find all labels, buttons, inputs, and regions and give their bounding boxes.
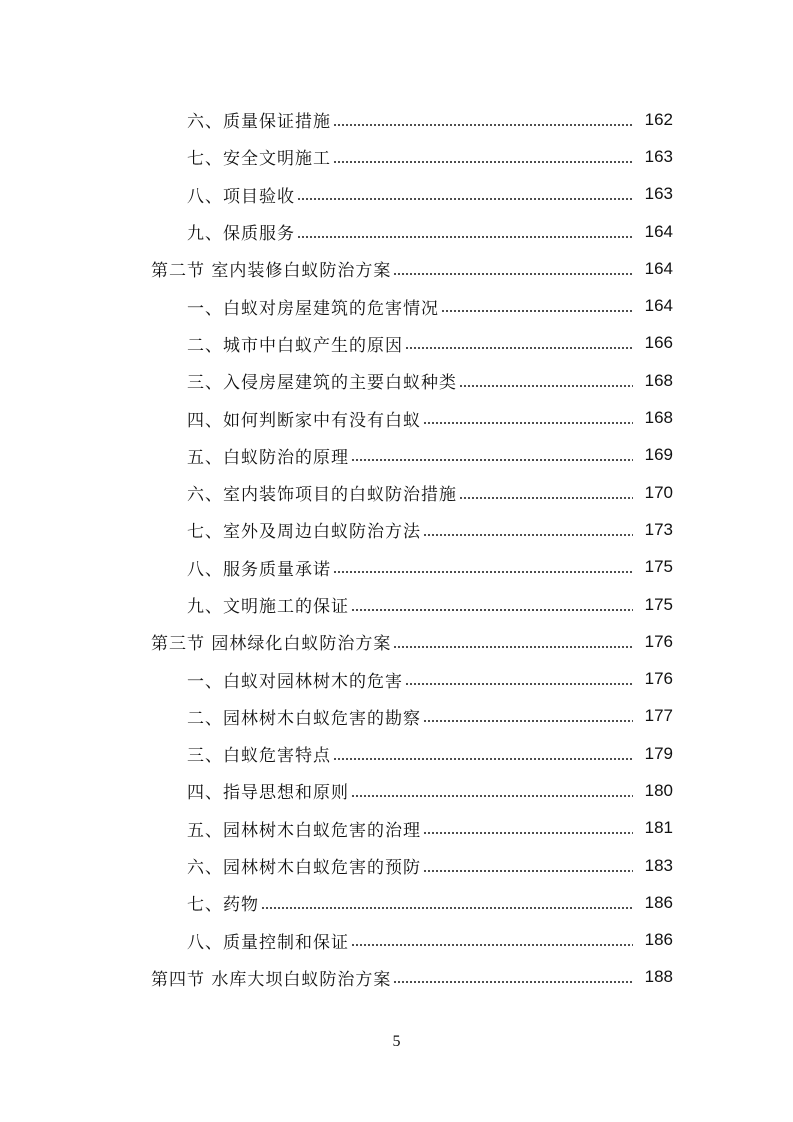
toc-entry-label: 一、白蚁对房屋建筑的危害情况: [187, 298, 439, 319]
toc-subsection-entry[interactable]: [0, 474, 793, 511]
dot-leader: [351, 933, 633, 947]
toc-entry-label: 三、入侵房屋建筑的主要白蚁种类: [187, 373, 457, 394]
dot-leader: [441, 299, 633, 313]
dot-leader: [333, 560, 633, 574]
toc-entry-page: 181: [644, 818, 673, 838]
toc-subsection-entry[interactable]: [0, 362, 793, 399]
dot-leader: [351, 598, 633, 612]
toc-subsection-entry[interactable]: [0, 101, 793, 138]
toc-entry-page: 169: [644, 445, 673, 465]
toc-entry-page: 164: [644, 296, 673, 316]
toc-entry-label: 四、如何判断家中有没有白蚁: [187, 410, 421, 431]
toc-subsection-entry[interactable]: [0, 325, 793, 362]
toc-subsection-entry[interactable]: [0, 176, 793, 213]
dot-leader: [405, 672, 633, 686]
toc-entry-label: 二、城市中白蚁产生的原因: [187, 335, 403, 356]
toc-entry-label: 八、质量控制和保证: [187, 932, 349, 953]
toc-subsection-entry[interactable]: [0, 698, 793, 735]
dot-leader: [351, 784, 633, 798]
toc-entry-label: 七、安全文明施工: [187, 149, 331, 170]
toc-entry-page: 179: [644, 743, 673, 763]
toc-entry-page: 173: [644, 519, 673, 539]
toc-entry-page: 168: [644, 408, 673, 428]
dot-leader: [423, 709, 633, 723]
dot-leader: [423, 411, 633, 425]
toc-subsection-entry[interactable]: [0, 399, 793, 436]
toc-entry-page: 183: [644, 855, 673, 875]
toc-entry-page: 168: [644, 370, 673, 390]
toc-entry-label: 第二节 室内装修白蚁防治方案: [151, 261, 392, 282]
toc-subsection-entry[interactable]: [0, 511, 793, 548]
dot-leader: [393, 635, 633, 649]
toc-entry-page: 164: [644, 221, 673, 241]
toc-entry-label: 七、药物: [187, 895, 259, 916]
toc-subsection-entry[interactable]: [0, 437, 793, 474]
toc-entry-label: 八、服务质量承诺: [187, 559, 331, 580]
toc-entry-page: 163: [644, 184, 673, 204]
dot-leader: [393, 262, 633, 276]
dot-leader: [459, 486, 633, 500]
toc-entry-page: 175: [644, 594, 673, 614]
dot-leader: [261, 896, 633, 910]
dot-leader: [393, 970, 633, 984]
toc-entry-label: 七、室外及周边白蚁防治方法: [187, 522, 421, 543]
dot-leader: [333, 150, 633, 164]
toc-entry-page: 164: [644, 258, 673, 278]
toc-entry-page: 186: [644, 892, 673, 912]
toc-entry-label: 八、项目验收: [187, 186, 295, 207]
toc-entry-label: 第四节 水库大坝白蚁防治方案: [151, 969, 392, 990]
toc-entry-label: 六、质量保证措施: [187, 112, 331, 133]
toc-section-entry[interactable]: [0, 250, 793, 287]
toc-entry-page: 175: [644, 557, 673, 577]
toc-subsection-entry[interactable]: [0, 586, 793, 623]
table-of-contents: [0, 101, 793, 996]
toc-entry-page: 162: [644, 109, 673, 129]
toc-entry-label: 六、园林树木白蚁危害的预防: [187, 858, 421, 879]
toc-subsection-entry[interactable]: [0, 287, 793, 324]
dot-leader: [423, 821, 633, 835]
toc-entry-label: 一、白蚁对园林树木的危害: [187, 671, 403, 692]
dot-leader: [405, 336, 633, 350]
toc-entry-page: 176: [644, 631, 673, 651]
toc-entry-label: 九、保质服务: [187, 224, 295, 245]
toc-entry-page: 170: [644, 482, 673, 502]
toc-entry-label: 二、园林树木白蚁危害的勘察: [187, 708, 421, 729]
toc-subsection-entry[interactable]: [0, 735, 793, 772]
toc-entry-label: 九、文明施工的保证: [187, 597, 349, 617]
toc-entry-page: 186: [644, 930, 673, 950]
toc-entry-page: 163: [644, 146, 673, 166]
dot-leader: [333, 113, 633, 127]
toc-entry-label: 五、园林树木白蚁危害的治理: [187, 820, 421, 841]
dot-leader: [333, 747, 633, 761]
toc-entry-label: 六、室内装饰项目的白蚁防治措施: [187, 485, 457, 506]
toc-entry-label: 第三节 园林绿化白蚁防治方案: [151, 634, 392, 655]
toc-subsection-entry[interactable]: [0, 884, 793, 921]
toc-entry-label: 五、白蚁防治的原理: [187, 447, 349, 468]
dot-leader: [297, 187, 633, 201]
dot-leader: [351, 448, 633, 462]
toc-subsection-entry[interactable]: [0, 922, 793, 959]
dot-leader: [459, 374, 633, 388]
toc-subsection-entry[interactable]: [0, 847, 793, 884]
page-number: 5: [392, 1033, 401, 1050]
toc-entry-label: 四、指导思想和原则: [187, 783, 349, 804]
toc-entry-page: 177: [644, 706, 673, 726]
toc-section-entry[interactable]: [0, 623, 793, 660]
toc-subsection-entry[interactable]: [0, 138, 793, 175]
toc-entry-page: 166: [644, 333, 673, 353]
toc-subsection-entry[interactable]: [0, 810, 793, 847]
toc-entry-page: 176: [644, 669, 673, 689]
toc-subsection-entry[interactable]: [0, 213, 793, 250]
toc-entry-page: 180: [644, 780, 673, 800]
dot-leader: [297, 225, 633, 239]
toc-entry-page: 188: [644, 967, 673, 987]
toc-section-entry[interactable]: [0, 959, 793, 996]
toc-entry-label: 三、白蚁危害特点: [187, 746, 331, 767]
toc-subsection-entry[interactable]: [0, 772, 793, 809]
toc-subsection-entry[interactable]: [0, 660, 793, 697]
dot-leader: [423, 859, 633, 873]
toc-subsection-entry[interactable]: [0, 549, 793, 586]
dot-leader: [423, 523, 633, 537]
